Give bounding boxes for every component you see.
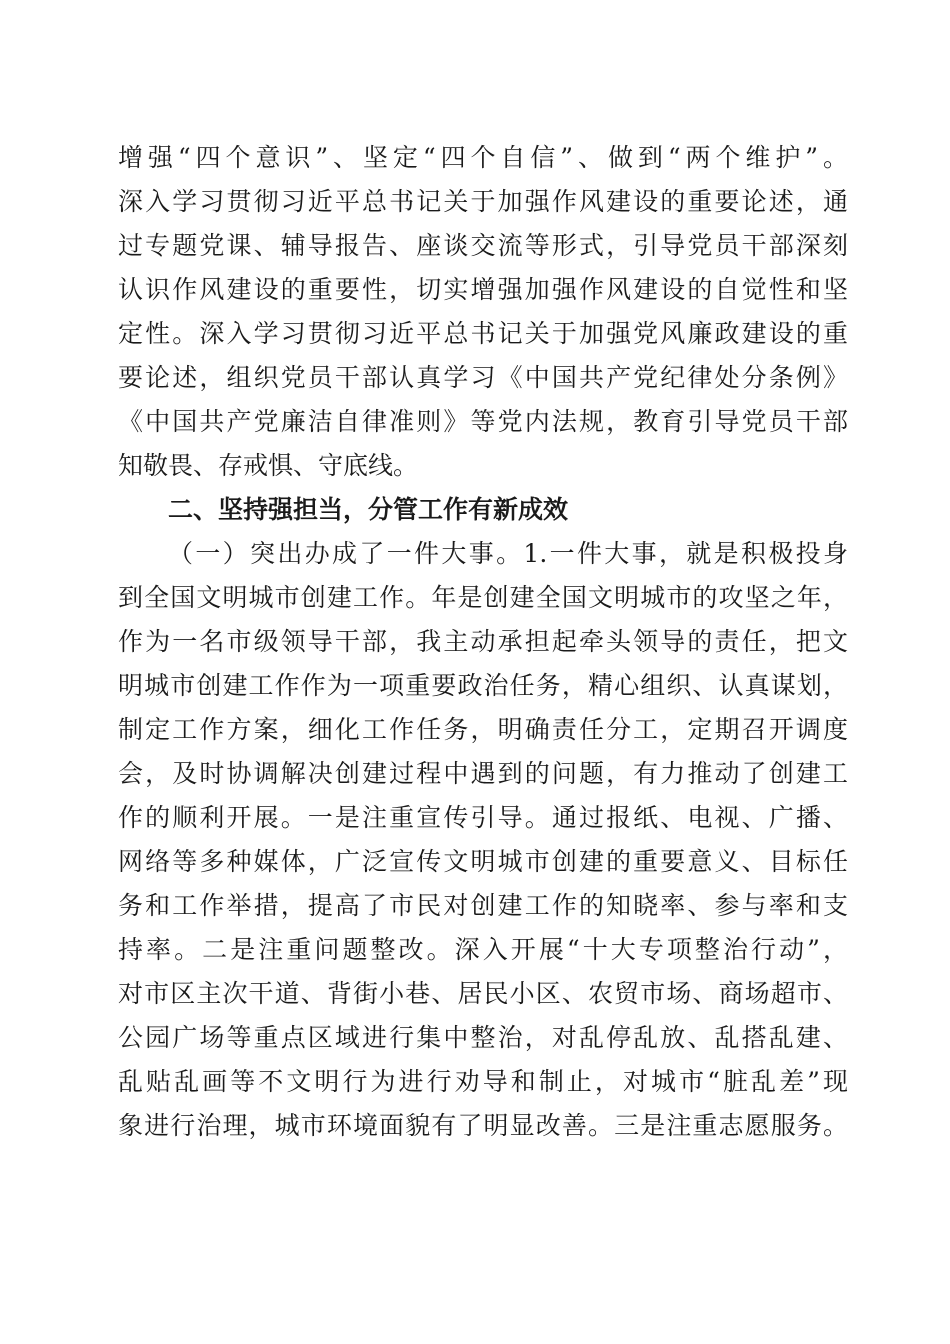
- paragraph-line: 务和工作举措，提高了市民对创建工作的知晓率、参与率和支: [118, 891, 848, 920]
- paragraph-line: 《中国共产党廉洁自律准则》等党内法规，教育引导党员干部: [118, 407, 848, 436]
- paragraph-line: 作的顺利开展。一是注重宣传引导。通过报纸、电视、广播、: [118, 803, 848, 832]
- paragraph-line: 象进行治理，城市环境面貌有了明显改善。三是注重志愿服务。: [118, 1111, 848, 1140]
- paragraph-line: 到全国文明城市创建工作。年是创建全国文明城市的攻坚之年，: [118, 583, 848, 612]
- paragraph-line: 作为一名市级领导干部，我主动承担起牵头领导的责任，把文: [118, 627, 848, 656]
- paragraph-line: 公园广场等重点区域进行集中整治，对乱停乱放、乱搭乱建、: [118, 1023, 848, 1052]
- paragraph-line: 定性。深入学习贯彻习近平总书记关于加强党风廉政建设的重: [118, 319, 848, 348]
- paragraph-line: 制定工作方案，细化工作任务，明确责任分工，定期召开调度: [118, 715, 848, 744]
- paragraph-line: 认识作风建设的重要性，切实增强加强作风建设的自觉性和坚: [118, 275, 848, 304]
- paragraph-line: 网络等多种媒体，广泛宣传文明城市创建的重要意义、目标任: [118, 847, 848, 876]
- document-body: [118, 136, 848, 1148]
- paragraph-line: 增强“四个意识”、坚定“四个自信”、做到“两个维护”。: [118, 143, 848, 172]
- paragraph-line: 要论述，组织党员干部认真学习《中国共产党纪律处分条例》: [118, 363, 848, 392]
- paragraph-line: 过专题党课、辅导报告、座谈交流等形式，引导党员干部深刻: [118, 231, 848, 260]
- paragraph-line: 明城市创建工作作为一项重要政治任务，精心组织、认真谋划，: [118, 671, 848, 700]
- paragraph-line: 对市区主次干道、背街小巷、居民小区、农贸市场、商场超市、: [118, 979, 848, 1008]
- paragraph-line: 持率。二是注重问题整改。深入开展“十大专项整治行动”，: [118, 935, 848, 964]
- paragraph-line: （一）突出办成了一件大事。1.一件大事，就是积极投身: [168, 539, 848, 568]
- paragraph-line: 乱贴乱画等不文明行为进行劝导和制止，对城市“脏乱差”现: [118, 1067, 848, 1096]
- paragraph-line: 知敬畏、存戒惧、守底线。: [118, 451, 419, 480]
- paragraph-line: 会，及时协调解决创建过程中遇到的问题，有力推动了创建工: [118, 759, 848, 788]
- paragraph-line: 深入学习贯彻习近平总书记关于加强作风建设的重要论述，通: [118, 187, 848, 216]
- section-heading: 二、坚持强担当，分管工作有新成效: [168, 495, 569, 524]
